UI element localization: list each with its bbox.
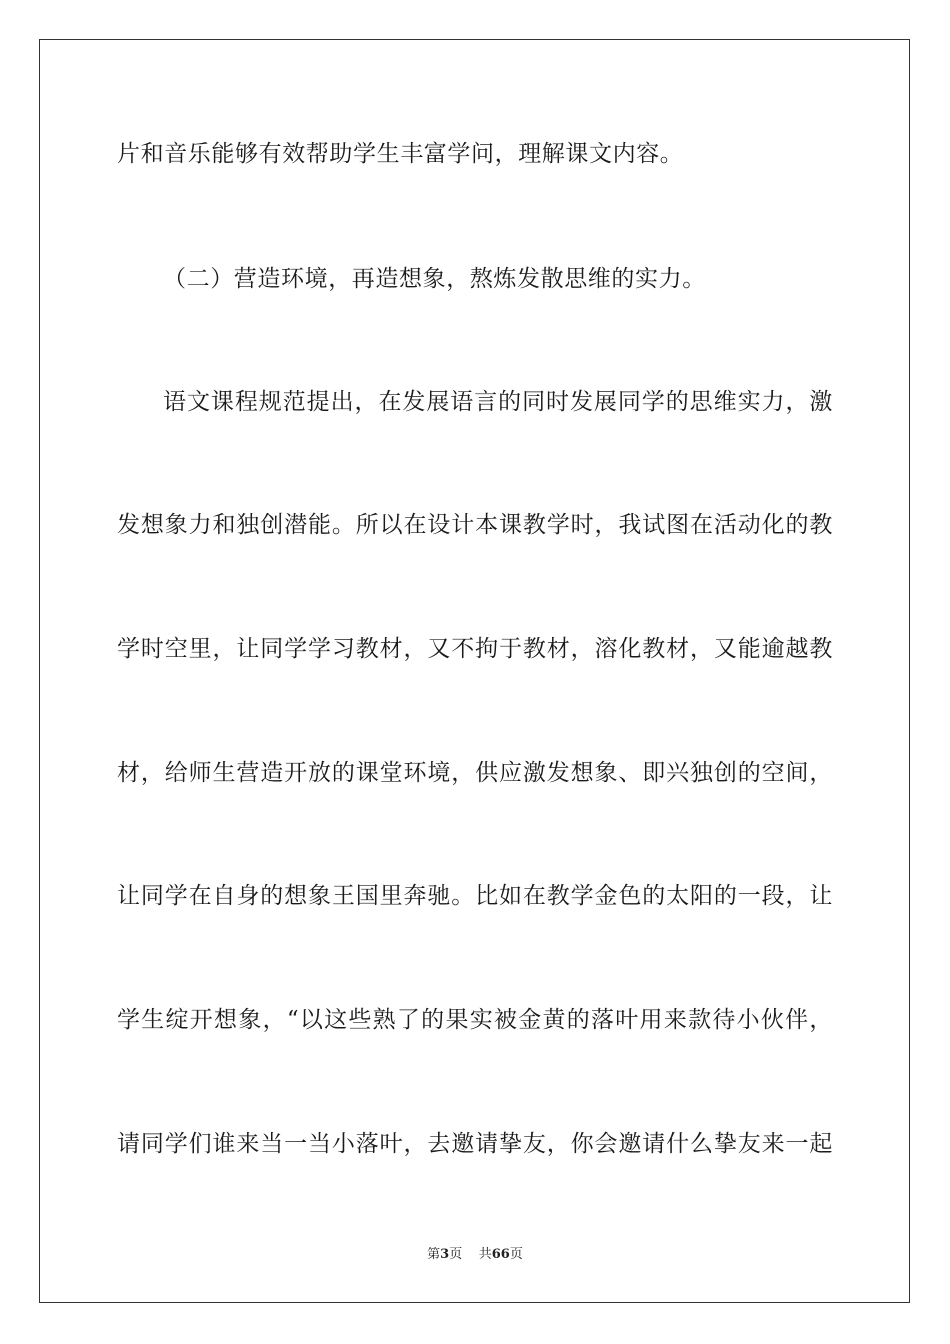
total-pages: 66 [491,1247,510,1262]
paragraph-line-8: 学生绽开想象，“以这些熟了的果实被金黄的落叶用来款待小伙伴， [117,1007,833,1033]
total-prefix: 共 [478,1247,492,1262]
section-heading: （二）营造环境，再造想象，熬炼发散思维的实力。 [163,266,706,292]
page-prefix: 第 [427,1247,441,1262]
paragraph-line-9: 请同学们谁来当一当小落叶，去邀请挚友，你会邀请什么挚友来一起 [117,1131,833,1157]
page-border [39,39,910,1303]
paragraph-line-3: 语文课程规范提出，在发展语言的同时发展同学的思维实力，激 [163,389,833,415]
paragraph-line-1: 片和音乐能够有效帮助学生丰富学问，理解课文内容。 [117,141,684,167]
page-suffix: 页 [449,1247,463,1262]
paragraph-line-6: 材，给师生营造开放的课堂环境，供应激发想象、即兴独创的空间， [117,760,833,786]
page-number: 3 [440,1247,450,1262]
page-footer [0,1246,950,1264]
total-suffix: 页 [509,1247,523,1262]
paragraph-line-5: 学时空里，让同学学习教材，又不拘于教材，溶化教材，又能逾越教 [117,636,833,662]
paragraph-line-7: 让同学在自身的想象王国里奔驰。比如在教学金色的太阳的一段，让 [117,883,833,909]
paragraph-line-4: 发想象力和独创潜能。所以在设计本课教学时，我试图在活动化的教 [117,512,833,538]
